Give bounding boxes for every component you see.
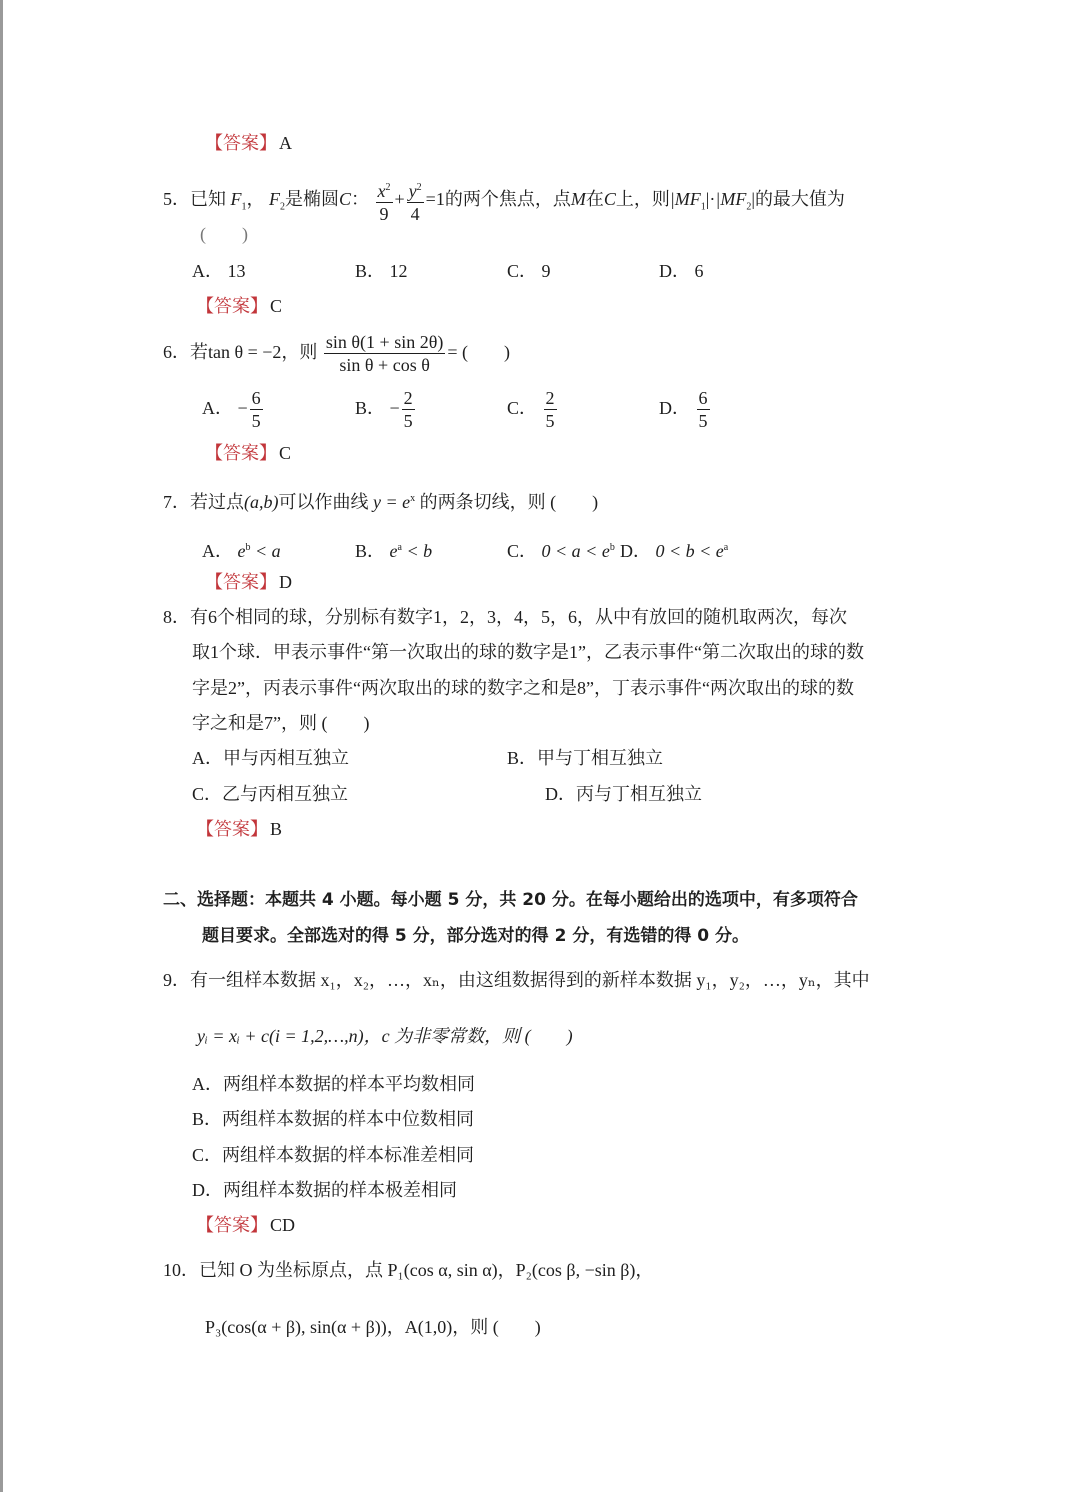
answer-q4 — [205, 131, 292, 155]
math: b — [245, 542, 251, 553]
answer-q5 — [196, 294, 282, 318]
fraction — [250, 387, 263, 432]
question-5 — [163, 177, 845, 225]
option-c — [192, 782, 348, 806]
option-d — [192, 1178, 457, 1202]
option-a — [192, 1072, 475, 1096]
option-b — [355, 536, 432, 563]
option-label: A． — [202, 541, 233, 561]
math: y = e — [373, 492, 411, 512]
math: | — [751, 189, 755, 210]
math: 6 — [251, 388, 261, 409]
option-b — [355, 386, 417, 432]
math: C — [339, 189, 352, 210]
math: 5 — [251, 411, 261, 432]
option-label: D． — [659, 261, 690, 281]
question-8-line: 字之和是7”，则 ( ) — [192, 713, 370, 733]
option-value: 甲与丁相互独立 — [537, 748, 664, 768]
math: < b — [401, 541, 433, 561]
option-value: 9 — [541, 261, 551, 281]
math: 2 — [403, 388, 413, 409]
answer-value: A — [279, 133, 292, 153]
answer-value: CD — [270, 1215, 296, 1235]
math: tan θ = −2 — [208, 342, 282, 362]
fraction — [697, 387, 710, 432]
option-b — [355, 259, 408, 283]
math: e — [237, 541, 246, 561]
math: e — [715, 541, 724, 561]
answer-q9 — [196, 1213, 295, 1237]
math: y — [408, 181, 417, 201]
fraction — [407, 177, 424, 225]
option-d — [659, 259, 704, 283]
option-label: D． — [659, 398, 690, 418]
option-c — [507, 259, 551, 283]
question-8-line: 取1个球．甲表示事件“第一次取出的球的数字是1”，乙表示事件“第二次取出的球的数 — [192, 642, 864, 662]
answer-tag: 【答案】 — [196, 296, 268, 316]
fraction — [402, 387, 415, 432]
text: 若 — [190, 342, 208, 362]
option-label: A． — [192, 748, 223, 768]
question-number: 6． — [163, 342, 190, 362]
option-label: A． — [192, 1074, 223, 1094]
option-label: C． — [507, 261, 538, 281]
answer-value: D — [279, 572, 292, 592]
math: a — [723, 542, 729, 553]
option-value: 两组样本数据的样本极差相同 — [223, 1180, 457, 1200]
math: 2 — [545, 388, 555, 409]
fraction — [376, 177, 393, 225]
option-a — [202, 536, 281, 563]
math: + — [394, 189, 405, 210]
answer-q6 — [205, 441, 291, 465]
text: ： — [351, 189, 370, 210]
option-value: 12 — [389, 261, 408, 281]
option-a — [202, 386, 265, 432]
option-label: C． — [192, 784, 223, 804]
math: F — [230, 189, 242, 210]
text: 的两条切线，则 ( ) — [419, 492, 599, 512]
math: − — [237, 398, 248, 418]
text: 是椭圆 — [285, 189, 339, 210]
text: 若过点 — [190, 492, 244, 512]
option-label: B． — [355, 261, 386, 281]
math: 2 — [385, 182, 391, 193]
section-heading-cont: 题目要求。全部选对的得 5 分，部分选对的得 2 分，有选错的得 0 分。 — [202, 926, 749, 946]
option-value: 两组样本数据的样本平均数相同 — [223, 1074, 475, 1094]
option-value: 乙与丙相互独立 — [222, 784, 349, 804]
question-7 — [163, 487, 598, 514]
answer-value: B — [270, 819, 283, 839]
answer-q7 — [205, 570, 292, 594]
math: M — [570, 189, 586, 210]
option-label: D． — [545, 784, 576, 804]
math: | — [705, 189, 710, 210]
math: (a,b) — [244, 492, 279, 512]
text: 已知 — [190, 189, 226, 210]
text: 上，则 — [615, 189, 670, 210]
math: 1 — [241, 201, 247, 213]
math: C — [603, 189, 616, 210]
math: 5 — [403, 411, 413, 432]
math: 9 — [379, 204, 389, 224]
option-value: 两组样本数据的样本中位数相同 — [222, 1109, 475, 1129]
answer-tag: 【答案】 — [205, 572, 277, 592]
math: < a — [250, 541, 281, 561]
math: 2 — [746, 201, 752, 213]
fraction — [324, 331, 445, 376]
text: ， — [246, 189, 265, 210]
math: sin θ + cos θ — [339, 355, 430, 376]
text: = ( ) — [447, 342, 510, 362]
option-label: D． — [192, 1180, 223, 1200]
option-label: C． — [507, 398, 538, 418]
option-c — [192, 1143, 474, 1167]
math: − — [389, 398, 400, 418]
answer-tag: 【答案】 — [205, 133, 277, 153]
math: x — [410, 493, 416, 504]
answer-value: C — [279, 443, 292, 463]
math: |MF — [669, 189, 701, 210]
option-value: 13 — [227, 261, 246, 281]
math: 5 — [698, 411, 708, 432]
answer-value: C — [270, 296, 283, 316]
question-9-line: 9．有一组样本数据 x₁，x₂，…，xₙ，由这组数据得到的新样本数据 y₁，y₂，…，yₙ，其中 — [163, 970, 870, 990]
page-edge — [0, 0, 3, 1492]
section-heading: 二、选择题：本题共 4 小题。每小题 5 分，共 20 分。在每小题给出的选项中，有多项符合 — [163, 890, 858, 910]
option-c — [507, 386, 559, 432]
math: x — [377, 181, 386, 201]
question-9-line: yᵢ = xᵢ + c(i = 1,2,…,n)，c 为非零常数，则 ( ) — [197, 1026, 573, 1046]
option-label: A． — [192, 261, 223, 281]
option-a — [192, 259, 246, 283]
option-value: 两组样本数据的样本标准差相同 — [222, 1145, 475, 1165]
answer-tag: 【答案】 — [196, 1215, 268, 1235]
option-b — [192, 1107, 474, 1131]
option-label: B． — [355, 541, 386, 561]
question-8-line: 8．有6个相同的球，分别标有数字1，2，3，4，5，6，从中有放回的随机取两次，每次 — [163, 607, 847, 627]
math: 2 — [416, 182, 422, 193]
math: b — [609, 542, 615, 553]
math: F — [269, 189, 280, 210]
option-label: C． — [507, 541, 538, 561]
answer-tag: 【答案】 — [196, 819, 268, 839]
question-8-line: 字是2”，丙表示事件“两次取出的球的数字之和是8”，丁表示事件“两次取出的球的数 — [192, 678, 854, 698]
option-label: B． — [192, 1109, 223, 1129]
math: 4 — [410, 204, 420, 224]
answer-tag: 【答案】 — [205, 443, 277, 463]
math: 6 — [698, 388, 708, 409]
option-d — [620, 536, 728, 563]
question-number: 7． — [163, 492, 190, 512]
question-6 — [163, 330, 510, 376]
option-d — [659, 386, 712, 432]
math: 0 < b < — [655, 541, 716, 561]
question-10-line: P₃(cos(α + β), sin(α + β))，A(1,0)，则 ( ) — [205, 1317, 541, 1337]
option-b — [507, 746, 663, 770]
text: 在 — [585, 189, 604, 210]
option-label: B． — [355, 398, 386, 418]
math: e — [601, 541, 610, 561]
question-10-line: 10．已知 O 为坐标原点，点 P₁(cos α, sin α)，P₂(cos β, −sin β)， — [163, 1260, 654, 1280]
math: 0 < a < — [541, 541, 602, 561]
option-label: D． — [620, 541, 651, 561]
option-label: B． — [507, 748, 538, 768]
math: sin θ(1 + sin 2θ) — [325, 332, 444, 353]
math: 1 — [700, 201, 706, 213]
option-value: 丙与丁相互独立 — [576, 784, 702, 804]
math: 5 — [545, 411, 555, 432]
answer-paren: ( ) — [200, 224, 248, 244]
text: 的最大值为 — [754, 189, 845, 210]
option-c — [507, 536, 615, 563]
text: 可以作曲线 — [278, 492, 369, 512]
math: 2 — [280, 201, 285, 213]
math: e — [389, 541, 398, 561]
answer-q8 — [196, 817, 282, 841]
option-value: 甲与丙相互独立 — [223, 748, 349, 768]
fraction — [544, 387, 557, 432]
option-label: A． — [202, 398, 233, 418]
math: a — [397, 542, 402, 553]
math: · — [709, 189, 716, 210]
option-d — [545, 782, 702, 806]
math: |MF — [715, 189, 747, 210]
option-value: 6 — [694, 261, 704, 281]
option-label: C． — [192, 1145, 223, 1165]
text: ，则 — [281, 342, 318, 362]
question-number: 5． — [163, 189, 190, 210]
option-a — [192, 746, 349, 770]
text: =1的两个焦点，点 — [425, 189, 571, 210]
